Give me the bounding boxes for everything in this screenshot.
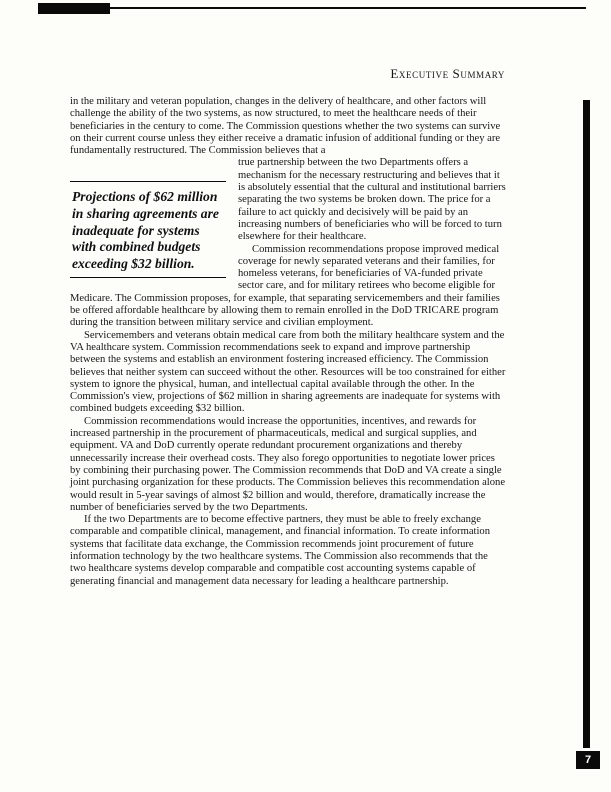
- paragraph-2: Commission recommendations propose improved medical coverage for newly separated veterans and their families, for homeless veterans, for beneficiaries of VA-funded private sector care, and for military retirees who become eligible for Medicare. The Commission proposes, for example, that separating servicemembers and their families be offered affordable healthcare by allowing them to remain enrolled in the DoD TRICARE program during the transition between military service and civilian employment.: [70, 243, 500, 329]
- paragraph-4: Commission recommendations would increase the opportunities, incentives, and rewards for increased partnership in the procurement of pharmaceuticals, medical and surgical supplies, and equipment. VA and DoD currently operate redundant procurement organizations and thereby unnecessarily increase their overhead costs. They also forego opportunities to negotiate lower prices by combining their purchasing power. The Commission recommends that DoD and VA create a single joint purchasing organization for these products. The Commission believes this recommendation alone would result in 5-year savings of almost $2 billion and would, therefore, dramatically increase the number of beneficiaries served by the two Departments.: [70, 415, 506, 513]
- paragraph-5: If the two Departments are to become effective partners, they must be able to freely exchange comparable and compatible clinical, management, and financial information. To create information systems that facilitate data exchange, the Commission recommends joint procurement of future information technology by the two healthcare systems. The Commission also recommends that the two healthcare systems develop comparable and compatible cost accounting systems capable of generating financial and management data necessary for leading a healthcare partnership.: [70, 514, 490, 587]
- page-number: 7: [576, 751, 600, 769]
- pull-quote: [70, 181, 226, 278]
- paragraph-1-continued: true partnership between the two Departments offers a mechanism for the necessary restructuring and believes that it is absolutely essential that the cultural and institutional barriers separating the two systems be broken down. The price for a failure to act quickly and decisively will be paid by an increasing numbers of beneficiaries who will be forced to turn elsewhere for their healthcare.: [238, 157, 506, 243]
- page-body: [70, 96, 506, 588]
- scan-artifact-top-line: [38, 7, 586, 9]
- pull-quote-text: Projections of $62 million in sharing agreements are inadequate for systems with combined budgets exceeding $32 billion.: [70, 181, 226, 278]
- scan-artifact-right-bar: [583, 100, 590, 748]
- paragraph-1-intro: in the military and veteran population, changes in the delivery of healthcare, and other factors will challenge the ability of the two systems, as now structured, to meet the healthcare needs of their beneficiaries in the century to come. The Commission questions whether the two systems can survive on their current course unless they either receive a dramatic infusion of additional funding or they are fundamentally restructured. The Commission believes that a: [70, 96, 501, 157]
- paragraph-3: Servicemembers and veterans obtain medical care from both the military healthcare system and the VA healthcare system. Commission recommendations seek to expand and improve partnership between the systems and establish an environment fostering increased efficiency. The Commission believes that neither system can succeed without the other. Resources will be too constrained for either system to ignore the physical, human, and intellectual capital available through the other. In the Commission's view, projections of $62 million in sharing agreements are inadequate for systems with combined budgets exceeding $32 billion.: [70, 329, 506, 415]
- running-header: Executive Summary: [390, 66, 505, 81]
